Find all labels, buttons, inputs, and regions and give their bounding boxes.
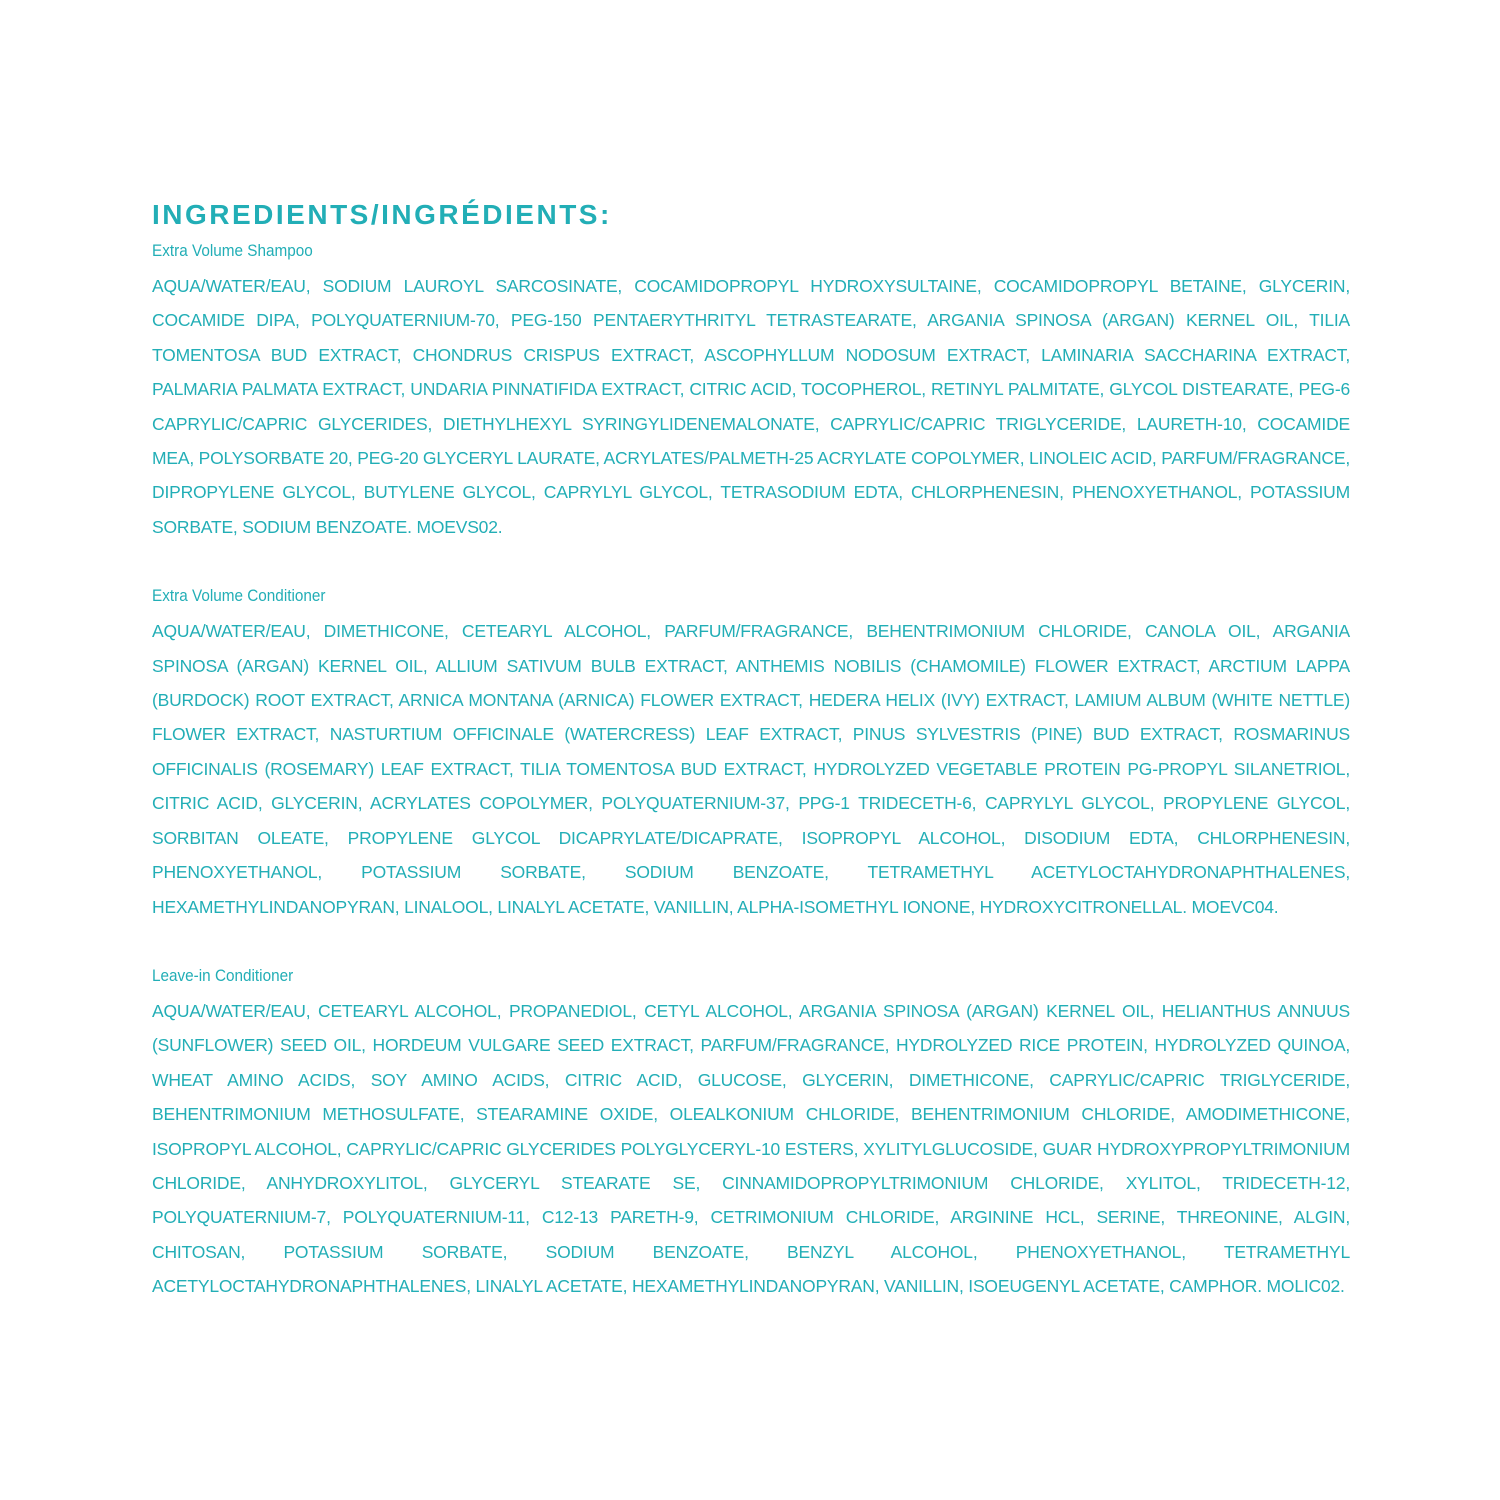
section-extra-volume-shampoo	[152, 237, 1350, 544]
ingredient-list: AQUA/WATER/EAU, CETEARYL ALCOHOL, PROPANEDIOL, CETYL ALCOHOL, ARGANIA SPINOSA (ARGAN) KERNEL OIL, HELIANTHUS ANNUUS (SUNFLOWER) SEED OIL, HORDEUM VULGARE SEED EXTRACT, PARFUM/FRAGRANCE, HYDROLYZED RICE PROTEIN, HYDROLYZED QUINOA, WHEAT AMINO ACIDS, SOY AMINO ACIDS, CITRIC ACID, GLUCOSE, GLYCERIN, DIMETHICONE, CAPRYLIC/CAPRIC TRIGLYCERIDE, BEHENTRIMONIUM METHOSULFATE, STEARAMINE OXIDE, OLEALKONIUM CHLORIDE, BEHENTRIMONIUM CHLORIDE, AMODIMETHICONE, ISOPROPYL ALCOHOL, CAPRYLIC/CAPRIC GLYCERIDES POLYGLYCERYL-10 ESTERS, XYLITYLGLUCOSIDE, GUAR HYDROXYPROPYLTRIMONIUM CHLORIDE, ANHYDROXYLITOL, GLYCERYL STEARATE SE, CINNAMIDOPROPYLTRIMONIUM CHLORIDE, XYLITOL, TRIDECETH-12, POLYQUATERNIUM-7, POLYQUATERNIUM-11, C12-13 PARETH-9, CETRIMONIUM CHLORIDE, ARGININE HCL, SERINE, THREONINE, ALGIN, CHITOSAN, POTASSIUM SORBATE, SODIUM BENZOATE, BENZYL ALCOHOL, PHENOXYETHANOL, TETRAMETHYL ACETYLOCTAHYDRONAPHTHALENES, LINALYL ACETATE, HEXAMETHYLINDANOPYRAN, VANILLIN, ISOEUGENYL ACETATE, CAMPHOR. MOLIC02.	[152, 1000, 1350, 1297]
ingredient-list: AQUA/WATER/EAU, SODIUM LAUROYL SARCOSINATE, COCAMIDOPROPYL HYDROXYSULTAINE, COCAMIDOPROPYL BETAINE, GLYCERIN, COCAMIDE DIPA, POLYQUATERNIUM-70, PEG-150 PENTAERYTHRITYL TETRASTEARATE, ARGANIA SPINOSA (ARGAN) KERNEL OIL, TILIA TOMENTOSA BUD EXTRACT, CHONDRUS CRISPUS EXTRACT, ASCOPHYLLUM NODOSUM EXTRACT, LAMINARIA SACCHARINA EXTRACT, PALMARIA PALMATA EXTRACT, UNDARIA PINNATIFIDA EXTRACT, CITRIC ACID, TOCOPHEROL, RETINYL PALMITATE, GLYCOL DISTEARATE, PEG-6 CAPRYLIC/CAPRIC GLYCERIDES, DIETHYLHEXYL SYRINGYLIDENEMALONATE, CAPRYLIC/CAPRIC TRIGLYCERIDE, LAURETH-10, COCAMIDE MEA, POLYSORBATE 20, PEG-20 GLYCERYL LAURATE, ACRYLATES/PALMETH-25 ACRYLATE COPOLYMER, LINOLEIC ACID, PARFUM/FRAGRANCE, DIPROPYLENE GLYCOL, BUTYLENE GLYCOL, CAPRYLYL GLYCOL, TETRASODIUM EDTA, CHLORPHENESIN, PHENOXYETHANOL, POTASSIUM SORBATE, SODIUM BENZOATE. MOEVS02.	[152, 276, 1350, 537]
section-title: Extra Volume Shampoo	[152, 241, 313, 260]
section-title: Extra Volume Conditioner	[152, 586, 326, 606]
ingredient-list: AQUA/WATER/EAU, DIMETHICONE, CETEARYL ALCOHOL, PARFUM/FRAGRANCE, BEHENTRIMONIUM CHLORIDE, CANOLA OIL, ARGANIA SPINOSA (ARGAN) KERNEL OIL, ALLIUM SATIVUM BULB EXTRACT, ANTHEMIS NOBILIS (CHAMOMILE) FLOWER EXTRACT, ARCTIUM LAPPA (BURDOCK) ROOT EXTRACT, ARNICA MONTANA (ARNICA) FLOWER EXTRACT, HEDERA HELIX (IVY) EXTRACT, LAMIUM ALBUM (WHITE NETTLE) FLOWER EXTRACT, NASTURTIUM OFFICINALE (WATERCRESS) LEAF EXTRACT, PINUS SYLVESTRIS (PINE) BUD EXTRACT, ROSMARINUS OFFICINALIS (ROSEMARY) LEAF EXTRACT, TILIA TOMENTOSA BUD EXTRACT, HYDROLYZED VEGETABLE PROTEIN PG-PROPYL SILANETRIOL, CITRIC ACID, GLYCERIN, ACRYLATES COPOLYMER, POLYQUATERNIUM-37, PPG-1 TRIDECETH-6, CAPRYLYL GLYCOL, PROPYLENE GLYCOL, SORBITAN OLEATE, PROPYLENE GLYCOL DICAPRYLATE/DICAPRATE, ISOPROPYL ALCOHOL, DISODIUM EDTA, CHLORPHENESIN, PHENOXYETHANOL, POTASSIUM SORBATE, SODIUM BENZOATE, TETRAMETHYL ACETYLOCTAHYDRONAPHTHALENES, HEXAMETHYLINDANOPYRAN, LINALOOL, LINALYL ACETATE, VANILLIN, ALPHA-ISOMETHYL IONONE, HYDROXYCITRONELLAL. MOEVC04.	[152, 621, 1350, 917]
ingredients-document	[152, 197, 1350, 1342]
section-extra-volume-conditioner	[152, 582, 1350, 924]
ingredients-heading: INGREDIENTS/INGRÉDIENTS:	[152, 199, 612, 230]
section-leave-in-conditioner	[152, 962, 1350, 1304]
section-title: Leave-in Conditioner	[152, 965, 294, 985]
